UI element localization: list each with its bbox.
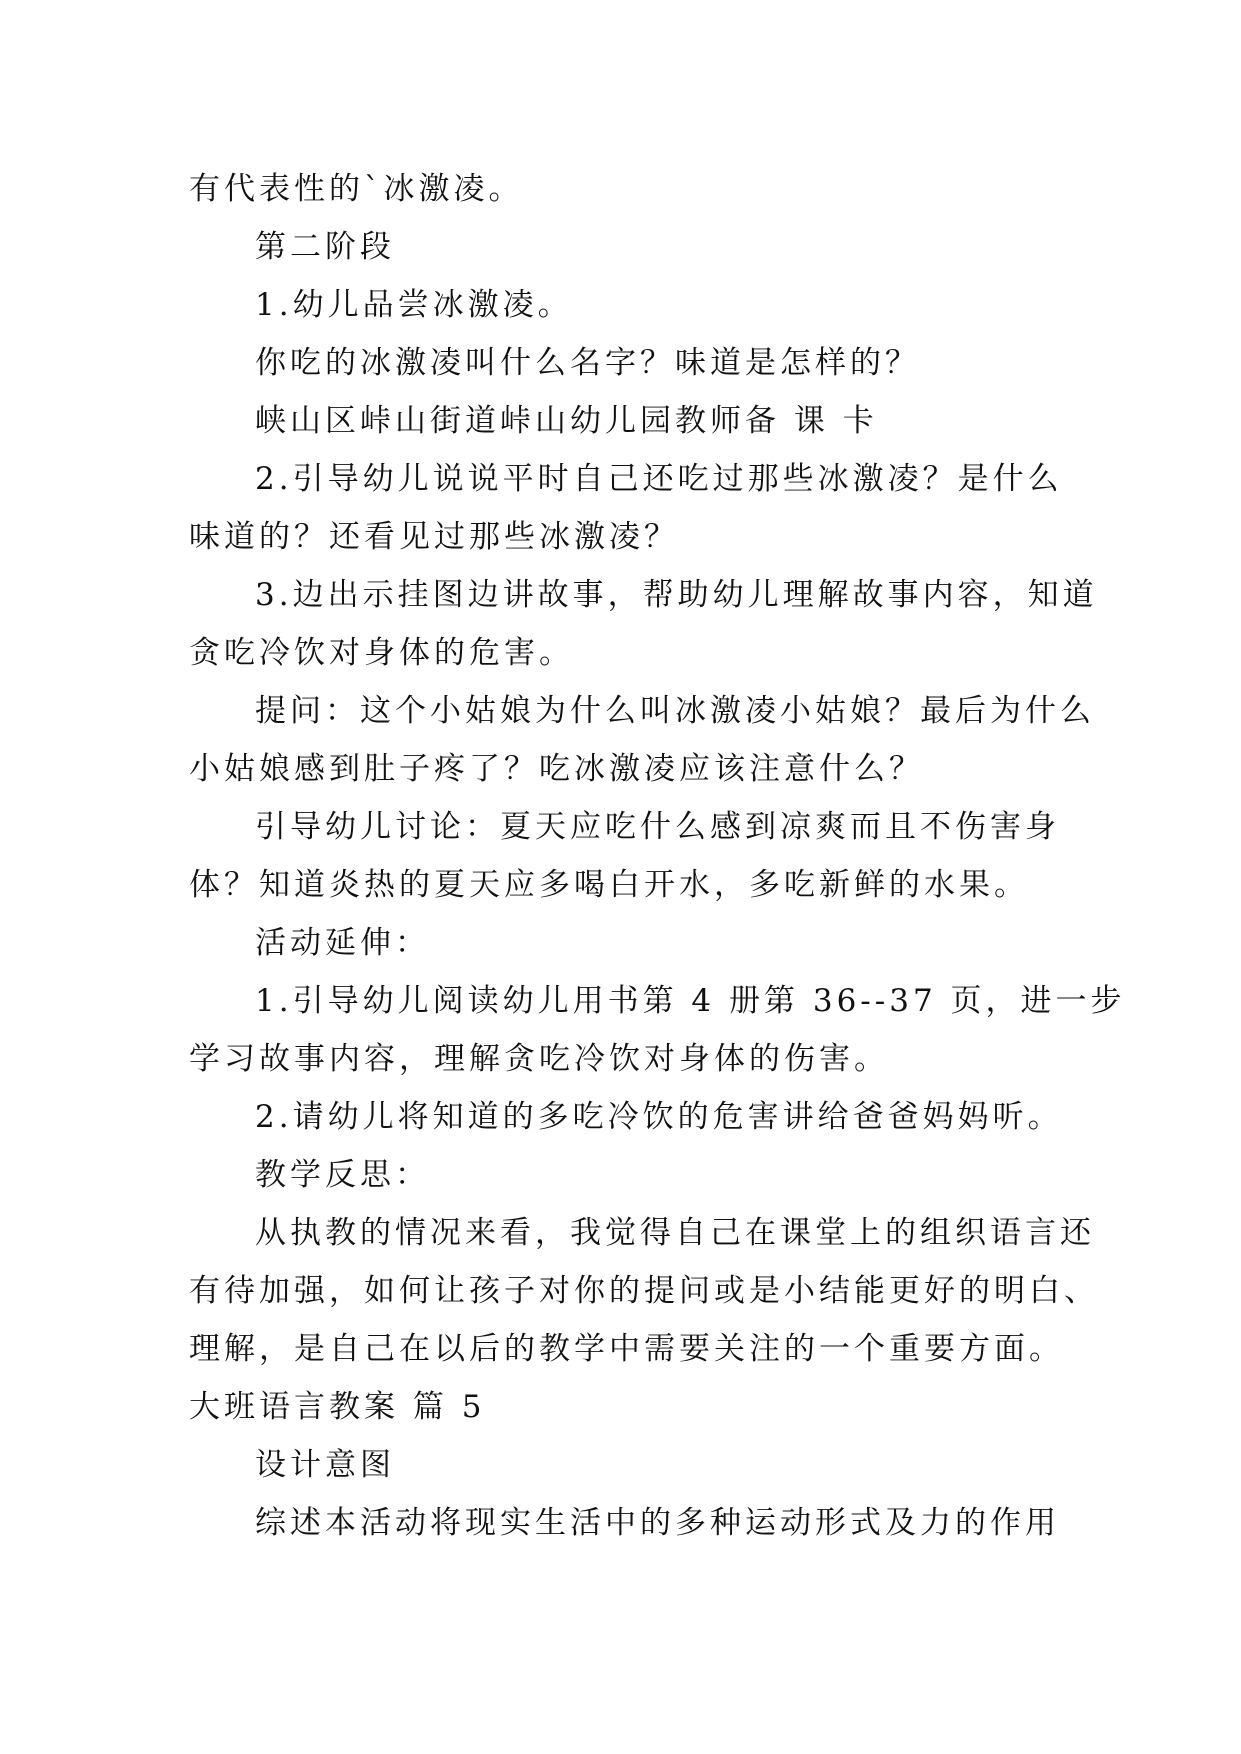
section-heading: 教学反思： xyxy=(255,1157,430,1193)
text-line: 贪吃冷饮对身体的危害。 xyxy=(189,635,574,671)
text-line: 体？知道炎热的夏天应多喝白开水，多吃新鲜的水果。 xyxy=(189,867,1029,903)
section-heading: 活动延伸： xyxy=(255,925,430,961)
section-heading: 第二阶段 xyxy=(255,229,395,265)
text-line: 1.引导幼儿阅读幼儿用书第 4 册第 36--37 页，进一步 xyxy=(255,983,1126,1019)
text-line: 学习故事内容，理解贪吃冷饮对身体的伤害。 xyxy=(189,1041,889,1077)
text-line: 提问：这个小姑娘为什么叫冰激凌小姑娘？最后为什么 xyxy=(255,693,1095,729)
text-line: 有待加强，如何让孩子对你的提问或是小结能更好的明白、 xyxy=(189,1273,1099,1309)
document-body xyxy=(189,160,1126,1552)
text-line: 2.请幼儿将知道的多吃冷饮的危害讲给爸爸妈妈听。 xyxy=(255,1099,1063,1135)
text-line: 小姑娘感到肚子疼了？吃冰激凌应该注意什么？ xyxy=(189,751,924,787)
text-line: 3.边出示挂图边讲故事，帮助幼儿理解故事内容，知道 xyxy=(255,577,1098,613)
text-line: 综述本活动将现实生活中的多种运动形式及力的作用 xyxy=(255,1505,1060,1541)
text-line: 有代表性的`冰激凌。 xyxy=(189,171,524,207)
text-line: 2.引导幼儿说说平时自己还吃过那些冰激凌？是什么 xyxy=(255,461,1063,497)
text-line: 理解，是自己在以后的教学中需要关注的一个重要方面。 xyxy=(189,1331,1064,1367)
section-heading: 设计意图 xyxy=(255,1447,395,1483)
chapter-title: 大班语言教案 篇 5 xyxy=(189,1389,486,1425)
text-line: 引导幼儿讨论：夏天应吃什么感到凉爽而且不伤害身 xyxy=(255,809,1060,845)
text-line: 你吃的冰激凌叫什么名字？味道是怎样的？ xyxy=(255,345,920,381)
text-line: 从执教的情况来看，我觉得自己在课堂上的组织语言还 xyxy=(255,1215,1095,1251)
text-line: 峡山区峠山街道峠山幼儿园教师备 课 卡 xyxy=(255,403,878,439)
text-line: 味道的？还看见过那些冰激凌？ xyxy=(189,519,679,555)
text-line: 1.幼儿品尝冰激凌。 xyxy=(255,287,573,323)
